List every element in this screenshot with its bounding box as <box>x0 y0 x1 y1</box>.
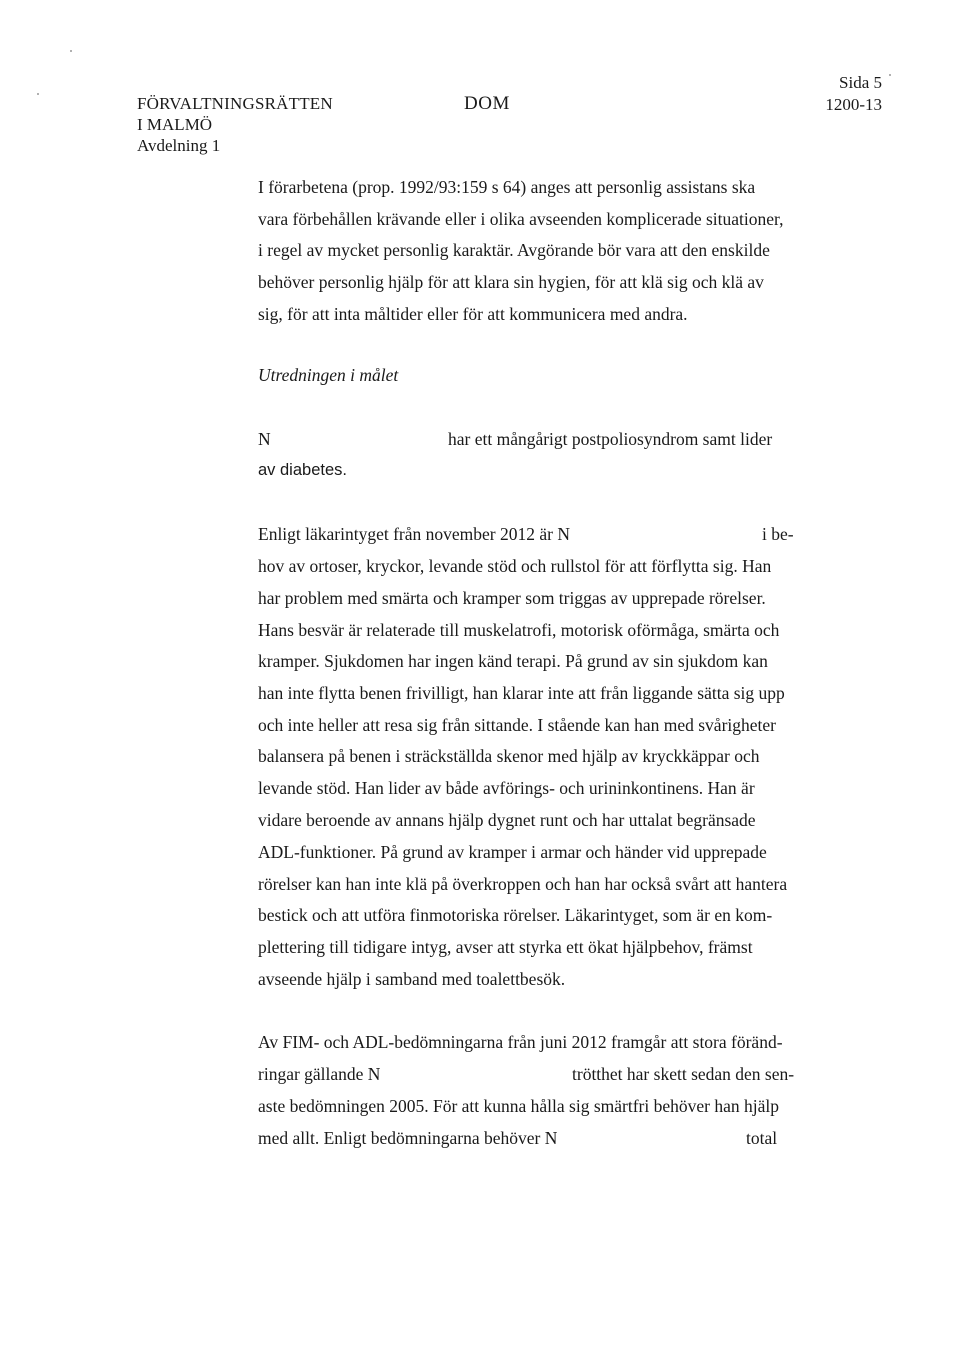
text-line: ringar gällande N <box>258 1064 381 1084</box>
text-line: avseende hjälp i samband med toalettbesök. <box>258 969 566 989</box>
page-number: Sida 5 <box>839 73 882 92</box>
text-line: I förarbetena (prop. 1992/93:159 s 64) anges att personlig assistans ska <box>258 177 756 197</box>
text-line: Av FIM- och ADL-bedömningarna från juni 2012 framgår att stora föränd- <box>258 1032 783 1052</box>
case-number: 1200-13 <box>825 95 882 114</box>
scan-speck <box>889 74 891 76</box>
text-line: kramper. Sjukdomen har ingen känd terapi. På grund av sin sjukdom kan <box>258 651 768 671</box>
document-title: DOM <box>464 93 510 114</box>
text-line-right: har ett mångårigt postpoliosyndrom samt lider <box>448 429 773 449</box>
text-line: levande stöd. Han lider av både avförings- och urininkontinens. Han är <box>258 778 755 798</box>
text-line-right: trötthet har skett sedan den sen- <box>572 1064 795 1084</box>
text-line: hov av ortoser, kryckor, levande stöd och rullstol för att förflytta sig. Han <box>258 556 772 576</box>
text-line: ADL-funktioner. På grund av kramper i armar och händer vid upprepade <box>258 842 767 862</box>
text-line: har problem med smärta och kramper som triggas av upprepade rörelser. <box>258 588 766 608</box>
text-line: av diabetes. <box>258 461 347 479</box>
section-heading: Utredningen i målet <box>258 365 399 385</box>
text-line: vara förbehållen krävande eller i olika avseenden komplicerade situationer, <box>258 209 784 229</box>
text-line: Hans besvär är relaterade till muskelatrofi, motorisk oförmåga, smärta och <box>258 620 780 640</box>
text-line-right: total <box>746 1128 778 1148</box>
text-line: bestick och att utföra finmotoriska rörelser. Läkarintyget, som är en kom- <box>258 905 773 925</box>
text-line: plettering till tidigare intyg, avser att styrka ett ökat hjälpbehov, främst <box>258 937 753 957</box>
text-line: aste bedömningen 2005. För att kunna hålla sig smärtfri behöver han hjälp <box>258 1096 779 1116</box>
text-line: rörelser kan han inte klä på överkroppen och han har också svårt att hantera <box>258 874 788 894</box>
text-line: behöver personlig hjälp för att klara sin hygien, för att klä sig och klä av <box>258 272 764 292</box>
text-line: Enligt läkarintyget från november 2012 är N <box>258 524 570 544</box>
text-line: i regel av mycket personlig karaktär. Avgörande bör vara att den enskilde <box>258 240 770 260</box>
text-line: sig, för att inta måltider eller för att kommunicera med andra. <box>258 304 688 324</box>
department: Avdelning 1 <box>137 136 221 155</box>
court-location: I MALMÖ <box>137 115 213 134</box>
text-line: med allt. Enligt bedömningarna behöver N <box>258 1128 558 1148</box>
scan-speck <box>37 93 39 95</box>
text-line-right: i be- <box>762 524 794 544</box>
text-line: vidare beroende av annans hjälp dygnet runt och har uttalat begränsade <box>258 810 756 830</box>
text-line: N <box>258 429 271 449</box>
scan-speck <box>70 50 72 52</box>
court-name: FÖRVALTNINGSRÄTTEN <box>137 94 333 113</box>
text-line: och inte heller att resa sig från sittande. I stående kan han med svårigheter <box>258 715 776 735</box>
text-line: han inte flytta benen frivilligt, han klarar inte att från liggande sätta sig upp <box>258 683 785 703</box>
text-line: balansera på benen i sträckställda skenor med hjälp av kryckkäppar och <box>258 746 760 766</box>
